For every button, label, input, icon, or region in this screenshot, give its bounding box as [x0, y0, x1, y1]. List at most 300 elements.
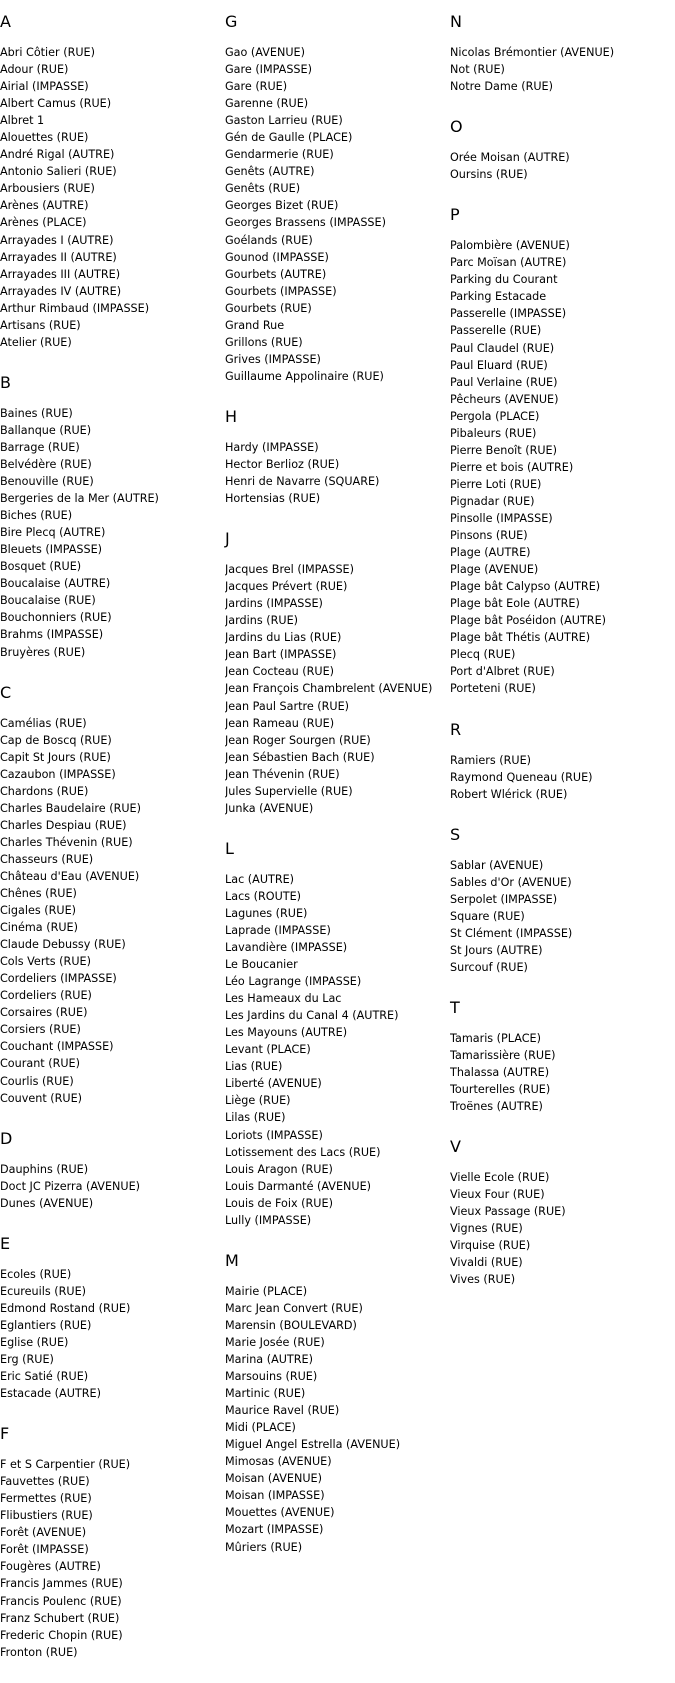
street-item — [450, 288, 675, 305]
street-list — [450, 1030, 675, 1115]
street-item — [0, 300, 225, 317]
street-item — [0, 1073, 225, 1090]
street-link[interactable]: Vieux Passage (RUE) — [450, 1205, 566, 1219]
street-link[interactable]: Charles Thévenin (RUE) — [0, 835, 133, 849]
street-link[interactable]: Paul Eluard (RUE) — [450, 358, 548, 372]
street-item — [0, 592, 225, 609]
street-link[interactable]: Lotissement des Lacs (RUE) — [225, 1145, 381, 1159]
letter-heading: T — [450, 997, 460, 1017]
street-link[interactable]: Pierre Loti (RUE) — [450, 477, 542, 491]
street-link[interactable]: Ballanque (RUE) — [0, 423, 92, 437]
street-link[interactable]: Claude Debussy (RUE) — [0, 938, 126, 952]
street-item — [0, 1593, 225, 1610]
street-item — [450, 646, 675, 663]
street-link[interactable]: Eric Satié (RUE) — [0, 1370, 89, 1384]
street-link[interactable]: Chardons (RUE) — [0, 784, 89, 798]
street-link[interactable]: Sables d'Or (AVENUE) — [450, 875, 572, 889]
street-link[interactable]: Fronton (RUE) — [0, 1645, 78, 1659]
street-link[interactable]: Fermettes (RUE) — [0, 1492, 92, 1506]
street-item — [225, 249, 450, 266]
street-link[interactable]: Mouettes (AVENUE) — [225, 1506, 335, 1520]
street-link[interactable]: Gendarmerie (RUE) — [225, 148, 334, 162]
street-item — [450, 942, 675, 959]
street-link[interactable]: Jean Cocteau (RUE) — [225, 665, 335, 679]
street-link[interactable]: Jacques Brel (IMPASSE) — [225, 563, 354, 577]
street-item — [0, 1473, 225, 1490]
street-link[interactable]: Bruyères (RUE) — [0, 645, 86, 659]
street-link[interactable]: Georges Brassens (IMPASSE) — [225, 216, 386, 230]
street-link[interactable]: Belvédère (RUE) — [0, 457, 92, 471]
street-link[interactable]: Troënes (AUTRE) — [450, 1100, 543, 1114]
street-link[interactable]: Thalassa (AUTRE) — [450, 1066, 550, 1080]
street-link[interactable]: Airial (IMPASSE) — [0, 80, 89, 94]
street-link[interactable]: Bosquet (RUE) — [0, 560, 82, 574]
street-link[interactable]: Surcouf (RUE) — [450, 960, 528, 974]
street-link[interactable]: Grillons (RUE) — [225, 335, 303, 349]
street-link[interactable]: Pêcheurs (AVENUE) — [450, 392, 559, 406]
street-item — [225, 871, 450, 888]
street-link[interactable]: Notre Dame (RUE) — [450, 80, 553, 94]
street-item — [225, 612, 450, 629]
letter-heading: O — [450, 117, 463, 137]
street-item — [225, 61, 450, 78]
street-link[interactable]: Plage (AVENUE) — [450, 563, 539, 577]
street-link[interactable]: Arènes (PLACE) — [0, 216, 87, 230]
street-link[interactable]: Vignes (RUE) — [450, 1222, 523, 1236]
street-item — [0, 112, 225, 129]
letter-section — [0, 12, 225, 351]
street-link[interactable]: Liberté (AVENUE) — [225, 1077, 322, 1091]
street-list — [0, 44, 225, 351]
street-link[interactable]: Vives (RUE) — [450, 1273, 516, 1287]
street-link[interactable]: Alouettes (RUE) — [0, 131, 89, 145]
street-link[interactable]: Hardy (IMPASSE) — [225, 440, 319, 454]
street-list — [0, 1266, 225, 1402]
street-item — [450, 374, 675, 391]
street-link[interactable]: Baines (RUE) — [0, 406, 73, 420]
street-link[interactable]: Paul Verlaine (RUE) — [450, 375, 558, 389]
street-link[interactable]: Artisans (RUE) — [0, 318, 81, 332]
street-item — [225, 663, 450, 680]
street-item — [450, 752, 675, 769]
street-link[interactable]: Courant (RUE) — [0, 1057, 80, 1071]
street-link[interactable]: Vieux Four (RUE) — [450, 1188, 545, 1202]
street-item — [0, 1195, 225, 1212]
street-link[interactable]: Fougères (AUTRE) — [0, 1560, 101, 1574]
street-item — [225, 732, 450, 749]
letter-heading: E — [0, 1233, 11, 1253]
street-link[interactable]: Cinéma (RUE) — [0, 921, 78, 935]
street-link[interactable]: Edmond Rostand (RUE) — [0, 1301, 131, 1315]
street-item — [450, 44, 675, 61]
street-item — [225, 629, 450, 646]
street-link[interactable]: Flibustiers (RUE) — [0, 1509, 93, 1523]
street-link[interactable]: Mairie (PLACE) — [225, 1284, 308, 1298]
street-item — [450, 663, 675, 680]
street-link[interactable]: Bergeries de la Mer (AUTRE) — [0, 492, 159, 506]
street-item — [0, 609, 225, 626]
street-link[interactable]: Jules Supervielle (RUE) — [225, 784, 353, 798]
street-link[interactable]: Biches (RUE) — [0, 509, 73, 523]
street-item — [225, 163, 450, 180]
street-link[interactable]: Boucalaise (AUTRE) — [0, 577, 111, 591]
letter-section — [225, 407, 450, 507]
street-link[interactable]: F et S Carpentier (RUE) — [0, 1458, 131, 1472]
street-link[interactable]: Not (RUE) — [450, 63, 505, 77]
street-link[interactable]: Plage bât Calypso (AUTRE) — [450, 580, 601, 594]
street-item — [225, 146, 450, 163]
street-link[interactable]: Atelier (RUE) — [0, 335, 72, 349]
street-item — [225, 1041, 450, 1058]
street-link[interactable]: Robert Wlérick (RUE) — [450, 787, 568, 801]
street-link[interactable]: Moisan (IMPASSE) — [225, 1489, 325, 1503]
street-list — [0, 405, 225, 661]
street-link[interactable]: Plage bât Eole (AUTRE) — [450, 597, 580, 611]
street-link[interactable]: Maurice Ravel (RUE) — [225, 1404, 340, 1418]
street-column-3 — [450, 12, 675, 1311]
street-item — [225, 1161, 450, 1178]
street-link[interactable]: Plage bât Poséidon (AUTRE) — [450, 614, 607, 628]
street-link[interactable]: Gourbets (RUE) — [225, 301, 312, 315]
street-link[interactable]: Lilas (RUE) — [225, 1111, 286, 1125]
street-link[interactable]: Brahms (IMPASSE) — [0, 628, 104, 642]
street-link[interactable]: Tamarissière (RUE) — [450, 1049, 556, 1063]
street-link[interactable]: Albret 1 — [0, 114, 45, 128]
street-link[interactable]: Vivaldi (RUE) — [450, 1256, 523, 1270]
street-item — [225, 646, 450, 663]
street-link[interactable]: Couvent (RUE) — [0, 1091, 83, 1105]
street-item — [225, 1453, 450, 1470]
street-link[interactable]: Dunes (AVENUE) — [0, 1196, 94, 1210]
street-item — [450, 769, 675, 786]
street-link[interactable]: Louis de Foix (RUE) — [225, 1196, 333, 1210]
street-link[interactable]: Goélands (RUE) — [225, 233, 313, 247]
street-link[interactable]: Mozart (IMPASSE) — [225, 1523, 324, 1537]
street-link[interactable]: Dauphins (RUE) — [0, 1162, 89, 1176]
street-link[interactable]: Henri de Navarre (SQUARE) — [225, 475, 380, 489]
street-link[interactable]: Parc Moïsan (AUTRE) — [450, 256, 567, 270]
street-link[interactable]: Eglise (RUE) — [0, 1335, 69, 1349]
street-item — [225, 1092, 450, 1109]
street-link[interactable]: Cap de Boscq (RUE) — [0, 733, 112, 747]
street-link[interactable]: Marsouins (RUE) — [225, 1370, 318, 1384]
street-link[interactable]: Jean Thévenin (RUE) — [225, 767, 340, 781]
street-item — [225, 1504, 450, 1521]
street-link[interactable]: Midi (PLACE) — [225, 1421, 296, 1435]
street-item — [225, 266, 450, 283]
street-link[interactable]: Laprade (IMPASSE) — [225, 923, 331, 937]
street-link[interactable]: Barrage (RUE) — [0, 440, 80, 454]
street-link[interactable]: Château d'Eau (AVENUE) — [0, 869, 140, 883]
street-link[interactable]: Hortensias (RUE) — [225, 492, 321, 506]
street-item — [450, 149, 675, 166]
street-link[interactable]: Fauvettes (RUE) — [0, 1475, 90, 1489]
street-link[interactable]: Moisan (AVENUE) — [225, 1472, 322, 1486]
street-link[interactable]: Loriots (IMPASSE) — [225, 1128, 323, 1142]
street-link[interactable]: Couchant (IMPASSE) — [0, 1040, 114, 1054]
street-link[interactable]: Arrayades II (AUTRE) — [0, 250, 117, 264]
street-link[interactable]: Nicolas Brémontier (AVENUE) — [450, 46, 615, 59]
street-item — [225, 283, 450, 300]
street-link[interactable]: Cordeliers (IMPASSE) — [0, 972, 117, 986]
street-link[interactable]: André Rigal (AUTRE) — [0, 148, 115, 162]
street-link[interactable]: Lias (RUE) — [225, 1060, 283, 1074]
street-link[interactable]: Arbousiers (RUE) — [0, 182, 95, 196]
street-link[interactable]: Plecq (RUE) — [450, 648, 516, 662]
street-link[interactable]: Plage bât Thétis (AUTRE) — [450, 631, 591, 645]
street-item — [0, 902, 225, 919]
letter-section — [225, 12, 450, 385]
street-link[interactable]: Lacs (ROUTE) — [225, 889, 302, 903]
street-link[interactable]: Lagunes (RUE) — [225, 906, 308, 920]
street-link[interactable]: Paul Claudel (RUE) — [450, 341, 555, 355]
street-link[interactable]: Doct JC Pizerra (AVENUE) — [0, 1179, 141, 1193]
street-link[interactable]: Oursins (RUE) — [450, 168, 528, 182]
street-item — [0, 1004, 225, 1021]
street-item — [0, 1334, 225, 1351]
street-link[interactable]: Port d'Albret (RUE) — [450, 665, 555, 679]
street-item — [225, 922, 450, 939]
street-item — [225, 578, 450, 595]
letter-heading: A — [0, 12, 11, 31]
street-link[interactable]: Square (RUE) — [450, 909, 525, 923]
street-link[interactable]: Benouville (RUE) — [0, 475, 94, 489]
letter-heading: R — [450, 719, 462, 739]
letter-section — [0, 1424, 225, 1661]
street-link[interactable]: Bleuets (IMPASSE) — [0, 543, 103, 557]
street-link[interactable]: Francis Jammes (RUE) — [0, 1577, 123, 1591]
street-link[interactable]: Bouchonniers (RUE) — [0, 611, 112, 625]
street-link[interactable]: Arthur Rimbaud (IMPASSE) — [0, 301, 150, 315]
street-link[interactable]: Les Mayouns (AUTRE) — [225, 1026, 348, 1040]
street-link[interactable]: Gourbets (AUTRE) — [225, 267, 327, 281]
street-link[interactable]: Le Boucanier — [225, 958, 298, 972]
street-link[interactable]: Marie Josée (RUE) — [225, 1335, 325, 1349]
street-link[interactable]: Grives (IMPASSE) — [225, 352, 321, 366]
street-link[interactable]: Frederic Chopin (RUE) — [0, 1628, 123, 1642]
street-link[interactable]: Camélias (RUE) — [0, 716, 87, 730]
street-link[interactable]: Mimosas (AVENUE) — [225, 1455, 332, 1469]
street-item — [0, 558, 225, 575]
street-link[interactable]: Charles Baudelaire (RUE) — [0, 801, 141, 815]
street-item — [450, 612, 675, 629]
street-item — [225, 44, 450, 61]
street-link[interactable]: Pinsons (RUE) — [450, 529, 528, 543]
street-link[interactable]: Parking du Courant — [450, 273, 558, 287]
street-link[interactable]: St Jours (AUTRE) — [450, 943, 543, 957]
street-item — [450, 425, 675, 442]
letter-heading: L — [225, 838, 234, 858]
street-link[interactable]: Tourterelles (RUE) — [450, 1083, 551, 1097]
street-link[interactable]: Chênes (RUE) — [0, 887, 77, 901]
street-item — [225, 905, 450, 922]
street-item — [225, 1144, 450, 1161]
street-link[interactable]: Lully (IMPASSE) — [225, 1213, 312, 1227]
street-link[interactable]: Porteteni (RUE) — [450, 682, 536, 696]
street-link[interactable]: Junka (AVENUE) — [225, 801, 314, 815]
street-item — [225, 1212, 450, 1229]
letter-section — [0, 373, 225, 661]
street-link[interactable]: Cols Verts (RUE) — [0, 955, 91, 969]
street-link[interactable]: Gén de Gaulle (PLACE) — [225, 131, 353, 145]
street-link[interactable]: Parking Estacade — [450, 290, 547, 304]
letter-section — [450, 998, 675, 1115]
street-link[interactable]: Jean Paul Sartre (RUE) — [225, 699, 350, 713]
street-link[interactable]: Léo Lagrange (IMPASSE) — [225, 975, 362, 989]
street-link[interactable]: Cigales (RUE) — [0, 904, 77, 918]
street-item — [0, 936, 225, 953]
street-link[interactable]: Pibaleurs (RUE) — [450, 426, 537, 440]
street-link[interactable]: Marina (AUTRE) — [225, 1353, 313, 1366]
street-link[interactable]: Les Jardins du Canal 4 (AUTRE) — [225, 1009, 399, 1023]
street-link[interactable]: Forêt (AVENUE) — [0, 1526, 87, 1540]
street-link[interactable]: Louis Aragon (RUE) — [225, 1162, 333, 1176]
street-link[interactable]: Estacade (AUTRE) — [0, 1387, 101, 1401]
street-link[interactable]: Jean François Chambrelent (AVENUE) — [225, 682, 433, 696]
street-link[interactable]: Hector Berlioz (RUE) — [225, 457, 340, 471]
street-link[interactable]: Chasseurs (RUE) — [0, 852, 94, 866]
street-link[interactable]: Gourbets (IMPASSE) — [225, 284, 337, 298]
street-item — [225, 129, 450, 146]
street-list — [450, 752, 675, 803]
letter-section — [0, 1129, 225, 1212]
street-link[interactable]: Martinic (RUE) — [225, 1387, 306, 1401]
street-item — [0, 800, 225, 817]
street-item — [0, 1317, 225, 1334]
street-link[interactable]: Lavandière (IMPASSE) — [225, 941, 348, 955]
street-link[interactable]: Charles Despiau (RUE) — [0, 818, 127, 832]
letter-section — [450, 117, 675, 183]
street-link[interactable]: Cazaubon (IMPASSE) — [0, 767, 116, 781]
letter-section — [225, 529, 450, 817]
street-link[interactable]: Jardins du Lias (RUE) — [225, 631, 342, 645]
street-item — [225, 1075, 450, 1092]
street-item — [225, 1539, 450, 1556]
street-item — [0, 1610, 225, 1627]
street-link[interactable]: Pierre Benoît (RUE) — [450, 443, 557, 457]
street-link[interactable]: Virquise (RUE) — [450, 1239, 531, 1253]
street-link[interactable]: Adour (RUE) — [0, 63, 69, 77]
street-link[interactable]: Tamaris (PLACE) — [450, 1031, 541, 1045]
street-link[interactable]: Abri Côtier (RUE) — [0, 46, 95, 59]
street-item — [450, 78, 675, 95]
street-link[interactable]: Jean Sébastien Bach (RUE) — [225, 750, 375, 764]
street-link[interactable]: Arrayades I (AUTRE) — [0, 233, 114, 247]
street-link[interactable]: Genêts (AUTRE) — [225, 165, 315, 179]
street-link[interactable]: Jacques Prévert (RUE) — [225, 580, 348, 594]
street-link[interactable]: Corsiers (RUE) — [0, 1023, 81, 1037]
street-item — [450, 408, 675, 425]
street-link[interactable]: Gare (RUE) — [225, 80, 288, 94]
street-link[interactable]: Vielle Ecole (RUE) — [450, 1171, 550, 1185]
street-link[interactable]: Passerelle (IMPASSE) — [450, 307, 567, 321]
street-item — [0, 644, 225, 661]
street-link[interactable]: Sablar (AVENUE) — [450, 858, 544, 872]
street-link[interactable]: Pierre et bois (AUTRE) — [450, 460, 574, 474]
street-link[interactable]: Franz Schubert (RUE) — [0, 1611, 120, 1625]
street-link[interactable]: Gare (IMPASSE) — [225, 63, 312, 77]
street-link[interactable]: Arrayades III (AUTRE) — [0, 267, 121, 281]
street-link[interactable]: Pinsolle (IMPASSE) — [450, 511, 553, 525]
street-link[interactable]: Gaston Larrieu (RUE) — [225, 114, 343, 128]
street-link[interactable]: Miguel Angel Estrella (AVENUE) — [225, 1438, 401, 1452]
street-link[interactable]: Cordeliers (RUE) — [0, 989, 92, 1003]
street-link[interactable]: Albert Camus (RUE) — [0, 97, 112, 111]
letter-section — [0, 683, 225, 1107]
street-item — [0, 266, 225, 283]
street-link[interactable]: Jardins (IMPASSE) — [225, 597, 323, 611]
street-link[interactable]: Pergola (PLACE) — [450, 409, 540, 423]
street-link[interactable]: Francis Poulenc (RUE) — [0, 1594, 122, 1608]
street-link[interactable]: Courlis (RUE) — [0, 1074, 74, 1088]
street-link[interactable]: Erg (RUE) — [0, 1353, 54, 1366]
street-item — [0, 78, 225, 95]
street-link[interactable]: Gounod (IMPASSE) — [225, 250, 329, 264]
street-link[interactable]: Forêt (IMPASSE) — [0, 1543, 89, 1557]
street-link[interactable]: Lac (AUTRE) — [225, 872, 295, 886]
street-item — [225, 334, 450, 351]
letter-section — [450, 12, 675, 95]
street-link[interactable]: Mûriers (RUE) — [225, 1540, 303, 1554]
street-link[interactable]: Genêts (RUE) — [225, 182, 301, 196]
street-link[interactable]: Gao (AVENUE) — [225, 46, 305, 59]
street-link[interactable]: Ramiers (RUE) — [450, 753, 532, 767]
street-item — [0, 44, 225, 61]
street-link[interactable]: Jardins (RUE) — [225, 614, 299, 628]
street-link[interactable]: Jean Bart (IMPASSE) — [225, 648, 337, 662]
street-link[interactable]: Capit St Jours (RUE) — [0, 750, 111, 764]
street-link[interactable]: Ecoles (RUE) — [0, 1267, 72, 1281]
street-link[interactable]: Louis Darmanté (AVENUE) — [225, 1179, 372, 1193]
street-link[interactable]: Georges Bizet (RUE) — [225, 199, 339, 213]
street-link[interactable]: Ecureuils (RUE) — [0, 1284, 86, 1298]
street-item — [0, 1161, 225, 1178]
street-link[interactable]: Palombière (AVENUE) — [450, 239, 570, 253]
street-item — [0, 232, 225, 249]
street-link[interactable]: Garenne (RUE) — [225, 97, 309, 111]
street-link[interactable]: Les Hameaux du Lac — [225, 992, 342, 1006]
street-item — [225, 197, 450, 214]
street-link[interactable]: Plage (AUTRE) — [450, 546, 531, 560]
street-link[interactable]: Marc Jean Convert (RUE) — [225, 1301, 363, 1315]
street-list — [225, 1283, 450, 1556]
street-link[interactable]: Bire Plecq (AUTRE) — [0, 526, 106, 540]
street-item — [0, 1541, 225, 1558]
street-link[interactable]: Serpolet (IMPASSE) — [450, 892, 558, 906]
street-link[interactable]: Marensin (BOULEVARD) — [225, 1318, 357, 1332]
street-link[interactable]: Jean Roger Sourgen (RUE) — [225, 733, 371, 747]
street-link[interactable]: Raymond Queneau (RUE) — [450, 770, 593, 784]
street-link[interactable]: Boucalaise (RUE) — [0, 594, 96, 608]
street-link[interactable]: Grand Rue — [225, 318, 285, 332]
street-link[interactable]: Jean Rameau (RUE) — [225, 716, 335, 730]
street-link[interactable]: Corsaires (RUE) — [0, 1006, 88, 1020]
street-link[interactable]: Liège (RUE) — [225, 1094, 291, 1108]
street-link[interactable]: Antonio Salieri (RUE) — [0, 165, 117, 179]
letter-heading: C — [0, 682, 12, 702]
street-link[interactable]: Passerelle (RUE) — [450, 324, 542, 338]
street-link[interactable]: Pignadar (RUE) — [450, 494, 535, 508]
street-item — [0, 334, 225, 351]
street-link[interactable]: Orée Moisan (AUTRE) — [450, 151, 570, 165]
street-list — [450, 857, 675, 976]
street-link[interactable]: Arrayades IV (AUTRE) — [0, 284, 122, 298]
street-link[interactable]: St Clément (IMPASSE) — [450, 926, 573, 940]
street-link[interactable]: Arènes (AUTRE) — [0, 199, 89, 213]
street-link[interactable]: Eglantiers (RUE) — [0, 1318, 92, 1332]
street-link[interactable]: Levant (PLACE) — [225, 1043, 311, 1057]
street-link[interactable]: Guillaume Appolinaire (RUE) — [225, 369, 384, 383]
